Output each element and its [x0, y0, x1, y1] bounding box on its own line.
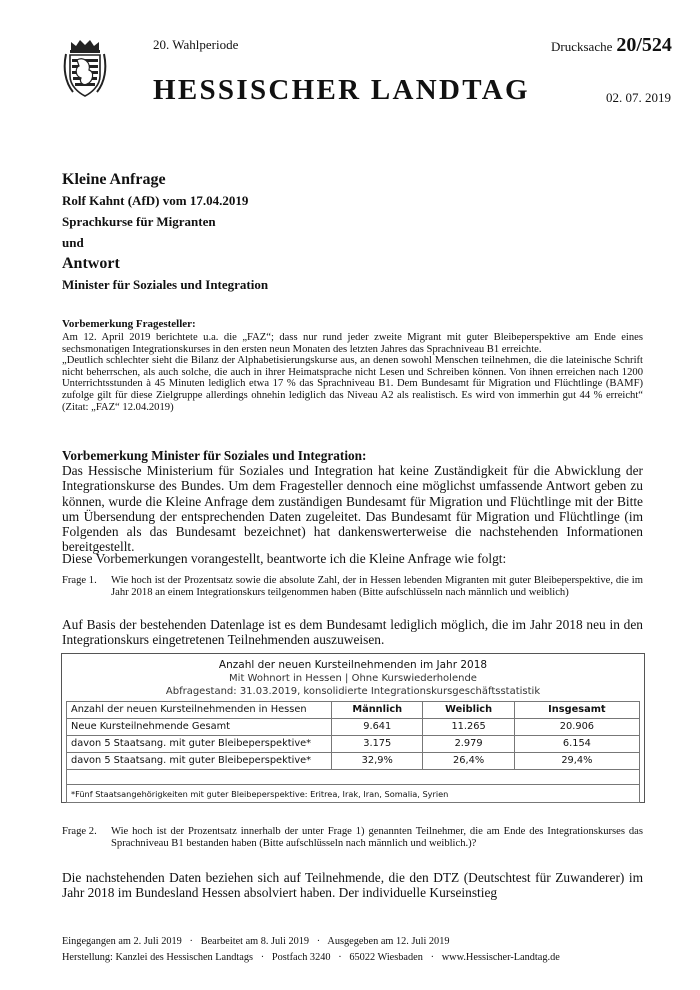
- question-1: [62, 575, 643, 598]
- answer-2-text: Die nachstehenden Daten beziehen sich auf Teilnehmende, die den DTZ (Deutschtest für Zuwanderer) im Jahr 2018 im Bundesland Hessen absolviert haben. Der individuelle Kurseinstieg: [62, 870, 643, 901]
- footer-dates: Eingegangen am 2. Juli 2019 · Bearbeitet am 8. Juli 2019 · Ausgegeben am 12. Juli 2019: [62, 936, 450, 947]
- table-cell: Neue Kursteilnehmende Gesamt: [67, 719, 332, 736]
- document-date: 02. 07. 2019: [606, 90, 671, 105]
- table-row: [67, 736, 640, 753]
- pre-question-paragraph: Am 12. April 2019 berichtete u.a. die „FAZ“; dass nur rund jeder zweite Migrant mit guter Bleibeperspektive am Ende eines sechsmonatigen Integrationskurses in den ersten neun Monaten des letzten Jahres das Sprachniveau B1 erreichte.: [62, 332, 643, 355]
- table-empty-cell: [67, 770, 640, 785]
- question-1-label: Frage 1.: [62, 575, 97, 586]
- table-header-cell: Männlich: [332, 702, 423, 719]
- table-cell: davon 5 Staatsang. mit guter Bleibeperspektive*: [67, 753, 332, 770]
- answer-1-text: Auf Basis der bestehenden Datenlage ist es dem Bundesamt lediglich möglich, die im Jahr 2018 neu in den Integrationskurs eingetretenen Teilnehmenden auszuweisen.: [62, 617, 643, 648]
- footer-publisher: Herstellung: Kanzlei des Hessischen Landtags · Postfach 3240 · 65022 Wiesbaden · www.Hessischer-Landtag.de: [62, 952, 560, 963]
- table-caption-subtitle: Mit Wohnort in Hessen | Ohne Kurswiederholende: [229, 673, 477, 684]
- table-cell: 29,4%: [514, 753, 639, 770]
- table-header-row: [67, 702, 640, 719]
- table-cell: 6.154: [514, 736, 639, 753]
- question-2-label: Frage 2.: [62, 826, 97, 837]
- question-2-text: Wie hoch ist der Prozentsatz innerhalb der unter Frage 1) genannten Teilnehmer, die am Ende des Integrationskurses das Sprachniveau B1 bestanden haben (Bitte aufschlüsseln nach männlich und weiblich.)?: [111, 826, 643, 849]
- table-grid: [66, 701, 640, 803]
- table-cell: 9.641: [332, 719, 423, 736]
- participants-table: [61, 653, 645, 803]
- table-caption-source: Abfragestand: 31.03.2019, konsolidierte Integrationskursgeschäftsstatistik: [165, 686, 541, 697]
- pre-answer-heading: Vorbemerkung Minister für Soziales und Integration:: [62, 448, 367, 463]
- table-cell: davon 5 Staatsang. mit guter Bleibeperspektive*: [67, 736, 332, 753]
- pre-question-text: [62, 332, 643, 413]
- answer-heading: Antwort: [62, 255, 120, 272]
- table-row: [67, 719, 640, 736]
- document-number: [551, 34, 672, 57]
- document-number-label: Drucksache: [551, 39, 613, 54]
- table-row: [67, 753, 640, 770]
- table-cell: 20.906: [514, 719, 639, 736]
- table-cell: 11.265: [423, 719, 514, 736]
- table-cell: 32,9%: [332, 753, 423, 770]
- conjunction: und: [62, 235, 84, 250]
- pre-answer-text: Das Hessische Ministerium für Soziales und Integration hat keine Zuständigkeit für die Abwicklung der Integrationskurse des Bundes. Um dem Fragesteller dennoch eine möglichst umfassende Antwort geben zu können, wurde die Kleine Anfrage dem zuständigen Bundesamt für Migration und Flüchtlinge mit der Bitte um Übersendung der entsprechenden Daten zugeleitet. Das Bundesamt für Migration und Flüchtlinge (im Folgenden als das Bundesamt bezeichnet) hat dankenswerterweise die nachstehenden Informationen bereitgestellt.: [62, 463, 643, 555]
- intro-text: Diese Vorbemerkungen vorangestellt, beantworte ich die Kleine Anfrage wie folgt:: [62, 551, 507, 566]
- inquiry-author: Rolf Kahnt (AfD) vom 17.04.2019: [62, 193, 249, 208]
- table-cell: 3.175: [332, 736, 423, 753]
- pre-question-heading: Vorbemerkung Fragesteller:: [62, 318, 196, 330]
- table-cell: 2.979: [423, 736, 514, 753]
- title-block: [62, 169, 642, 295]
- parliament-title: HESSISCHER LANDTAG: [153, 74, 530, 106]
- hessen-coat-of-arms-icon: [63, 38, 107, 98]
- table-cell: 26,4%: [423, 753, 514, 770]
- document-number-value: 20/524: [616, 34, 672, 56]
- table-caption-title: Anzahl der neuen Kursteilnehmenden im Jahr 2018: [218, 659, 488, 671]
- answering-minister: Minister für Soziales und Integration: [62, 277, 269, 292]
- table-header-cell: Anzahl der neuen Kursteilnehmenden in Hessen: [67, 702, 332, 719]
- question-1-text: Wie hoch ist der Prozentsatz sowie die absolute Zahl, der in Hessen lebenden Migranten mit guter Bleibeperspektive, die im Jahr 2018 an einem Integrationskurs teilgenommen haben (Bitte aufschlüsseln nach männlich und weiblich): [111, 575, 643, 598]
- table-footnote-row: [67, 785, 640, 803]
- inquiry-subject: Sprachkurse für Migranten: [62, 214, 216, 229]
- table-header-cell: Insgesamt: [514, 702, 639, 719]
- table-footnote: *Fünf Staatsangehörigkeiten mit guter Bleibeperspektive: Eritrea, Irak, Iran, Somalia, Syrien: [67, 785, 640, 803]
- table-empty-row: [67, 770, 640, 785]
- document-type: Kleine Anfrage: [62, 171, 166, 188]
- question-2: [62, 826, 643, 849]
- legislative-period: 20. Wahlperiode: [153, 37, 239, 52]
- table-header-cell: Weiblich: [423, 702, 514, 719]
- pre-question-quote: „Deutlich schlechter sieht die Bilanz der Alphabetisierungskurse aus, an denen sowohl Menschen teilnehmen, die die lateinische Schrift nicht beherrschen, als auch solche, die auch in ihrer Heimatsprache nicht Lesen und Schreiben können. Von ihnen erreichen nach 1200 Unterrichtsstunden à 45 Minuten lediglich etwa 17 % das Sprachniveau B1. Dem Bundesamt für Migration und Flüchtlinge (BAMF) zufolge gilt für diese Zielgruppe allerdings ohnehin lediglich das Niveau A2 als realistisch. Es wird von immerhin gut 44 % erreicht“ (Zitat: „FAZ“ 12.04.2019): [62, 355, 643, 413]
